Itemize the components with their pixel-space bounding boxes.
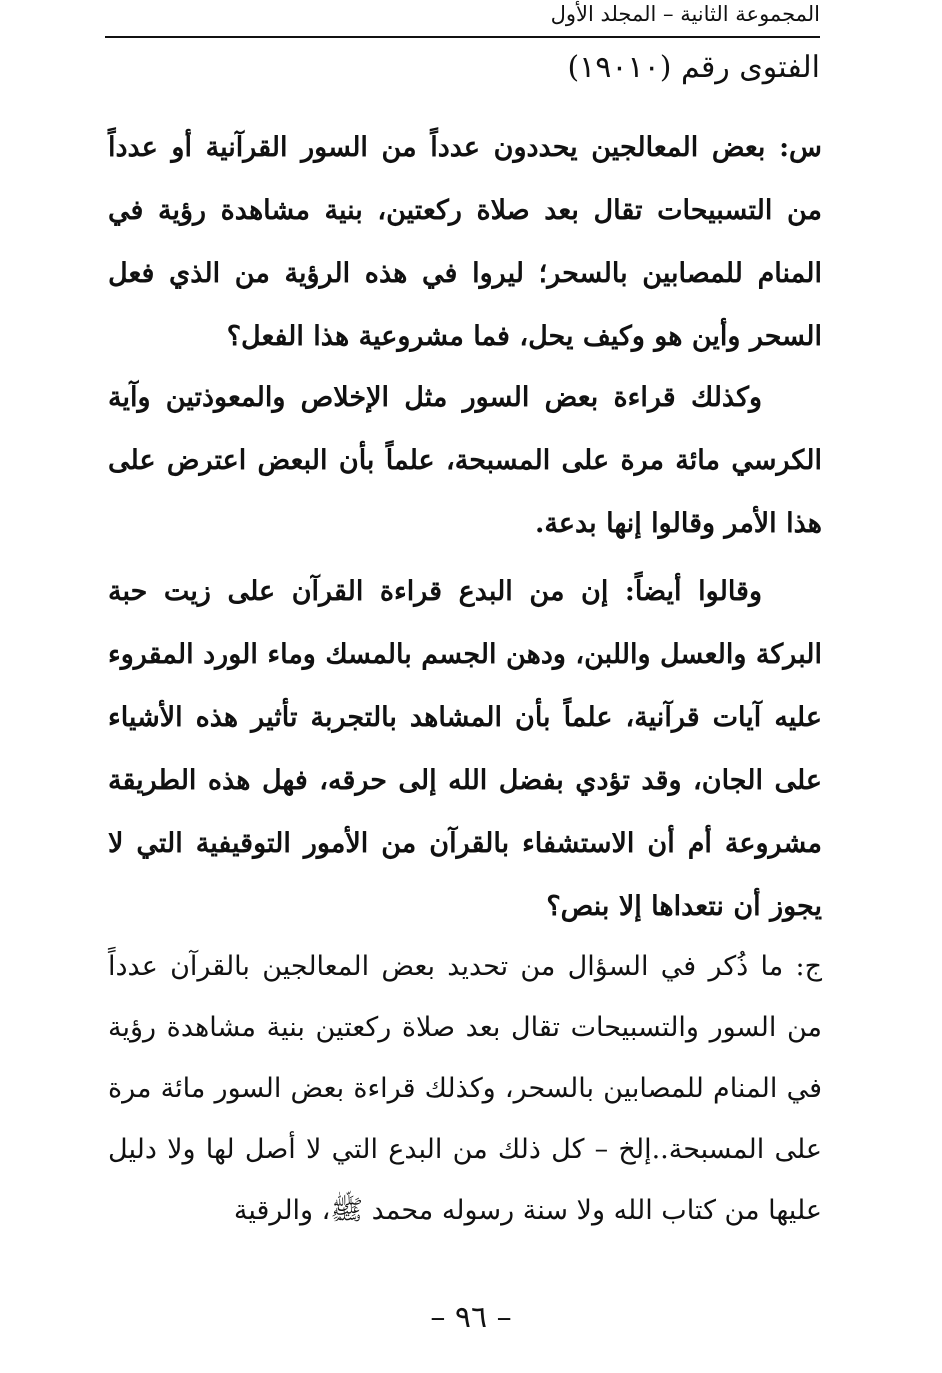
answer-paragraph-1 [108, 936, 822, 1241]
running-head [105, 0, 820, 44]
answer-text-1: ج: ما ذُكر في السؤال من تحديد بعض المعالجين بالقرآن عدداً من السور والتسبيحات تقال بعد صلاة ركعتين بنية مشاهدة رؤية في المنام للمصابين بالسحر، وكذلك قراءة بعض السور مائة مرة على المسبحة..إلخ – كل ذلك من البدع التي لا أصل لها ولا دليل عليها من كتاب الله ولا سنة رسوله محمد ﷺ، والرقية [108, 951, 822, 1226]
question-paragraph-1 [108, 116, 822, 368]
question-text-3: وقالوا أيضاً: إن من البدع قراءة القرآن على زيت حبة البركة والعسل واللبن، ودهن الجسم بالمسك وماء الورد المقروء عليه آيات قرآنية، علماً بأن المشاهد بالتجربة تأثير هذه الأشياء على الجان، وقد تؤدي بفضل الله إلى حرقه، فهل هذه الطريقة مشروعة أم أن الاستشفاء بالقرآن من الأمور التوقيفية التي لا يجوز أن نتعداها إلا بنص؟ [108, 576, 822, 922]
question-text-1: س: بعض المعالجين يحددون عدداً من السور القرآنية أو عدداً من التسبيحات تقال بعد صلاة ركعتين، بنية مشاهدة رؤية في المنام للمصابين بالسحر؛ ليروا في هذه الرؤية من الذي فعل السحر وأين هو وكيف يحل، فما مشروعية هذا الفعل؟ [108, 132, 822, 352]
header-rule [105, 36, 820, 38]
question-paragraph-2 [108, 366, 822, 555]
question-text-2: وكذلك قراءة بعض السور مثل الإخلاص والمعوذتين وآية الكرسي مائة مرة على المسبحة، علماً بأن البعض اعترض على هذا الأمر وقالوا إنها بدعة. [108, 382, 822, 539]
fatwa-number: الفتوى رقم (١٩٠١٠) [567, 50, 820, 85]
question-paragraph-3 [108, 560, 822, 938]
page-number: – ٩٦ – [430, 1300, 512, 1335]
running-head-title: المجموعة الثانية – المجلد الأول [550, 2, 820, 26]
